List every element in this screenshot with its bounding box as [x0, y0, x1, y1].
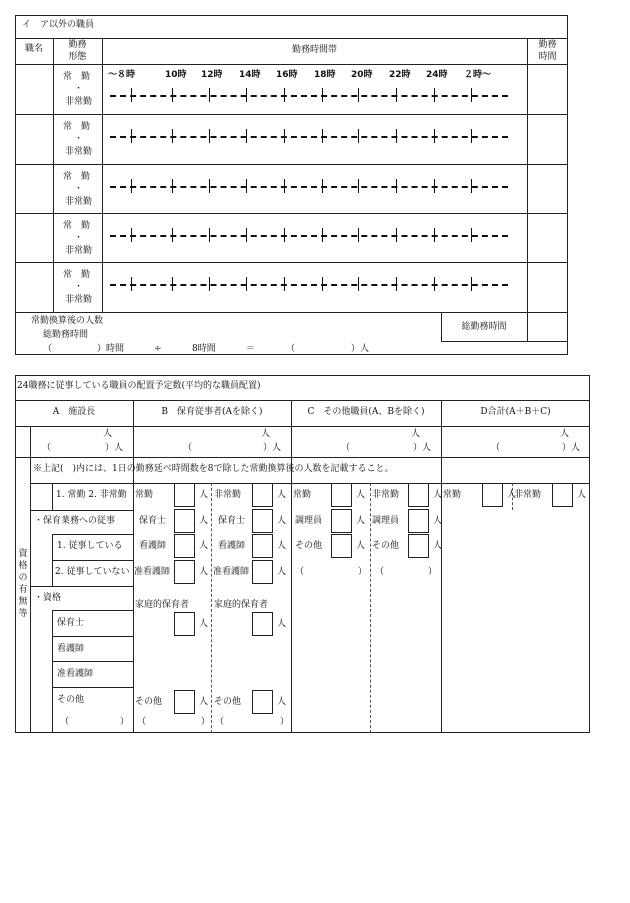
hour-label: 12時: [201, 70, 223, 80]
paren-open: （: [137, 717, 147, 727]
paren-close: ）: [280, 717, 290, 727]
type-jokin: 常 勤: [63, 172, 91, 182]
timeline-tick: [396, 228, 397, 242]
timeline-tick: [358, 129, 359, 143]
timeline-tick: [358, 179, 359, 193]
timeline-tick: [358, 228, 359, 242]
col-d-header: D合計(A＋B＋C): [480, 407, 551, 417]
paren-close: ）: [358, 567, 368, 577]
count-box[interactable]: [174, 534, 195, 558]
timeline-tick: [284, 277, 285, 291]
hour-label: 20時: [351, 70, 373, 80]
col-header-name: 職名: [24, 44, 43, 54]
cell-label: 非常勤: [514, 490, 542, 500]
timeline-tick: [246, 179, 247, 193]
timeline-tick: [131, 277, 132, 291]
hour-label: 22時: [389, 70, 411, 80]
timeline-tick: [131, 228, 132, 242]
timeline-tick: [471, 228, 472, 242]
timeline-tick: [131, 88, 132, 102]
timeline-tick: [209, 129, 210, 143]
summary-hours-unit: ）時間: [97, 344, 125, 354]
timeline-tick: [131, 129, 132, 143]
job-name-input[interactable]: [16, 165, 52, 213]
type-dot: ・: [74, 84, 84, 94]
summary-8h: 8時間: [192, 344, 216, 354]
unit-nin: 人: [411, 429, 421, 439]
type-hijokin: 非常勤: [65, 246, 93, 256]
unit-nin: 人: [199, 490, 209, 500]
timeline-tick: [172, 88, 173, 102]
work-hours-input[interactable]: [528, 214, 567, 262]
hour-label: ２時～: [464, 70, 492, 80]
count-box[interactable]: [174, 509, 195, 533]
unit-nin: 人: [433, 541, 443, 551]
row-label-hoiku: ・保育業務への従事: [34, 516, 116, 526]
paren-open: （: [491, 443, 501, 453]
type-dot: ・: [74, 134, 84, 144]
timeline: [110, 235, 508, 237]
timeline-tick: [246, 88, 247, 102]
hour-label: 10時: [165, 70, 187, 80]
unit-nin: 人: [261, 429, 271, 439]
count-box[interactable]: [408, 483, 429, 507]
col-a-header: A 施設長: [52, 407, 96, 417]
count-box[interactable]: [252, 483, 273, 507]
timeline-tick: [172, 179, 173, 193]
count-box[interactable]: [331, 483, 352, 507]
row-label-engaged: 1. 従事している: [57, 541, 123, 551]
cell-label: その他: [372, 541, 400, 551]
timeline-tick: [284, 88, 285, 102]
timeline-tick: [434, 228, 435, 242]
count-box[interactable]: [408, 534, 429, 558]
cell-label: 調理員: [295, 516, 323, 526]
unit-nin: 人: [277, 516, 287, 526]
unit-nin: 人: [433, 516, 443, 526]
timeline: [110, 186, 508, 188]
hour-label: 14時: [239, 70, 261, 80]
type-hijokin: 非常勤: [65, 97, 93, 107]
unit-nin: 人: [577, 490, 587, 500]
timeline-tick: [131, 179, 132, 193]
count-input[interactable]: [451, 428, 580, 456]
timeline: [110, 136, 508, 138]
timeline-tick: [246, 277, 247, 291]
paren-open: （: [60, 717, 70, 727]
count-box[interactable]: [252, 509, 273, 533]
hour-label: 16時: [276, 70, 298, 80]
paren-open: （: [295, 567, 305, 577]
count-box[interactable]: [331, 509, 352, 533]
job-name-input[interactable]: [16, 65, 52, 113]
timeline-tick: [471, 179, 472, 193]
timeline-tick: [358, 277, 359, 291]
cell-label: 調理員: [372, 516, 400, 526]
type-hijokin: 非常勤: [65, 147, 93, 157]
paren-close: ）: [428, 567, 438, 577]
cell-label: その他: [135, 697, 163, 707]
job-name-input[interactable]: [16, 214, 52, 262]
timeline-tick: [209, 88, 210, 102]
cell-label: 家庭的保育者: [214, 600, 269, 610]
cell-label: 常勤: [135, 490, 154, 500]
summary-label-2: 総勤務時間: [43, 330, 89, 340]
type-jokin: 常 勤: [63, 270, 91, 280]
timeline-tick: [322, 277, 323, 291]
type-hijokin: 非常勤: [65, 295, 93, 305]
cell-label: 准看護師: [134, 567, 171, 577]
count-box[interactable]: [482, 483, 503, 507]
note-text: ※上記( )内には、1日の勤務延べ時間数を8で除した常勤換算後の人数を記載すること。: [33, 464, 394, 474]
timeline-tick: [434, 88, 435, 102]
count-box[interactable]: [252, 560, 273, 584]
timeline-tick: [322, 228, 323, 242]
count-box[interactable]: [174, 560, 195, 584]
count-box[interactable]: [252, 690, 273, 714]
type-dot: ・: [74, 184, 84, 194]
hour-label: 24時: [426, 70, 448, 80]
timeline-tick: [172, 228, 173, 242]
cell-label: 家庭的保育者: [135, 600, 190, 610]
count-box[interactable]: [174, 690, 195, 714]
col-header-band: 勤務時間帯: [291, 45, 337, 55]
unit-nin: 人: [199, 567, 209, 577]
timeline-tick: [322, 129, 323, 143]
col-b-header: B 保育従事者(Aを除く): [161, 407, 263, 417]
unit-nin: 人: [199, 697, 209, 707]
timeline-tick: [246, 228, 247, 242]
unit-nin: 人: [199, 619, 209, 629]
summary-label-1: 常勤換算後の人数: [31, 316, 104, 326]
timeline-tick: [209, 228, 210, 242]
timeline-tick: [471, 277, 472, 291]
section-title: 24職務に従事している職員の配置予定数(平均的な職員配置): [17, 381, 261, 391]
count-box[interactable]: [331, 534, 352, 558]
count-box[interactable]: [174, 612, 195, 636]
paren-open: （: [341, 443, 351, 453]
count-box[interactable]: [174, 483, 195, 507]
count-box[interactable]: [252, 612, 273, 636]
paren-close-nin: ）人: [413, 443, 432, 453]
row-label-employment: 1. 常勤 2. 非常勤: [56, 490, 127, 500]
timeline-tick: [322, 179, 323, 193]
unit-nin: 人: [277, 541, 287, 551]
row-label-hoikushi: 保育士: [57, 618, 85, 628]
timeline-tick: [434, 179, 435, 193]
paren-open: （: [43, 344, 53, 354]
timeline: [110, 284, 508, 286]
count-input[interactable]: [301, 428, 431, 456]
paren-open: （: [375, 567, 385, 577]
paren-open: （: [215, 717, 225, 727]
timeline-tick: [246, 129, 247, 143]
paren-close: ）: [120, 717, 130, 727]
cell-label: 看護師: [218, 541, 246, 551]
type-dot: ・: [74, 282, 84, 292]
col-header-type-1: 勤務: [68, 40, 87, 50]
timeline-tick: [284, 179, 285, 193]
count-box[interactable]: [552, 483, 573, 507]
row-label-sonota: その他: [57, 695, 85, 705]
count-input[interactable]: [25, 428, 123, 456]
count-input[interactable]: [143, 428, 281, 456]
row-label-kangoshi: 看護師: [57, 644, 85, 654]
work-hours-input[interactable]: [528, 165, 567, 213]
unit-nin: 人: [277, 619, 287, 629]
timeline-tick: [434, 277, 435, 291]
cell-label: 非常勤: [372, 490, 400, 500]
row-label-not-engaged: 2. 従事していない: [55, 567, 130, 577]
unit-nin: 人: [277, 567, 287, 577]
total-hours-input[interactable]: [528, 313, 567, 341]
row-label-qualification: ・資格: [34, 593, 62, 603]
summary-people-unit: ）人: [351, 344, 370, 354]
timeline-tick: [396, 88, 397, 102]
timeline-tick: [172, 277, 173, 291]
paren-close: ）: [201, 717, 211, 727]
cell-label: 看護師: [139, 541, 167, 551]
type-jokin: 常 勤: [63, 221, 91, 231]
timeline-tick: [209, 277, 210, 291]
cell-label: 非常勤: [214, 490, 242, 500]
type-hijokin: 非常勤: [65, 197, 93, 207]
paren-open: （: [286, 344, 296, 354]
cell-label: その他: [295, 541, 323, 551]
hour-label: ～８時: [108, 70, 136, 80]
unit-nin: 人: [356, 541, 366, 551]
work-hours-input[interactable]: [528, 115, 567, 163]
side-label: 資格の有無等: [18, 549, 28, 619]
paren-close-nin: ）人: [263, 443, 282, 453]
cell-label: 保育士: [139, 516, 167, 526]
work-hours-input[interactable]: [528, 65, 567, 113]
job-name-input[interactable]: [16, 263, 52, 311]
type-jokin: 常 勤: [63, 122, 91, 132]
timeline-tick: [471, 88, 472, 102]
unit-nin: 人: [199, 516, 209, 526]
work-hours-input[interactable]: [528, 263, 567, 311]
divide-sign: ÷: [154, 344, 162, 354]
unit-nin: 人: [277, 697, 287, 707]
paren-close-nin: ）人: [105, 443, 124, 453]
type-dot: ・: [74, 233, 84, 243]
job-name-input[interactable]: [16, 115, 52, 163]
paren-close-nin: ）人: [562, 443, 581, 453]
unit-nin: 人: [199, 541, 209, 551]
cell-label: 准看護師: [213, 567, 250, 577]
unit-nin: 人: [560, 429, 570, 439]
cell-label: その他: [214, 697, 242, 707]
timeline-tick: [396, 277, 397, 291]
cell-label: 常勤: [443, 490, 462, 500]
unit-nin: 人: [433, 490, 443, 500]
total-hours-label: 総勤務時間: [461, 322, 507, 332]
unit-nin: 人: [356, 490, 366, 500]
col-header-hours-2: 時間: [538, 52, 557, 62]
row-label-junkangoshi: 准看護師: [57, 669, 94, 679]
unit-nin: 人: [103, 429, 113, 439]
hour-label: 18時: [314, 70, 336, 80]
timeline-tick: [284, 228, 285, 242]
col-header-hours-1: 勤務: [538, 40, 557, 50]
col-header-type-2: 形態: [68, 52, 87, 62]
timeline-tick: [322, 88, 323, 102]
cell-label: 保育士: [218, 516, 246, 526]
timeline-tick: [358, 88, 359, 102]
section-title: イ ア以外の職員: [22, 20, 95, 30]
timeline: [110, 95, 508, 97]
timeline-tick: [396, 129, 397, 143]
timeline-tick: [471, 129, 472, 143]
cell-label: 常勤: [293, 490, 312, 500]
unit-nin: 人: [356, 516, 366, 526]
timeline-tick: [284, 129, 285, 143]
count-box[interactable]: [408, 509, 429, 533]
timeline-tick: [434, 129, 435, 143]
count-box[interactable]: [252, 534, 273, 558]
timeline-tick: [396, 179, 397, 193]
paren-open: （: [183, 443, 193, 453]
equals-sign: ＝: [246, 344, 256, 354]
type-jokin: 常 勤: [63, 72, 91, 82]
unit-nin: 人: [277, 490, 287, 500]
paren-open: （: [42, 443, 52, 453]
col-c-header: C その他職員(A、Bを除く): [307, 407, 425, 417]
timeline-tick: [209, 179, 210, 193]
unit-nin: 人: [507, 490, 517, 500]
timeline-tick: [172, 129, 173, 143]
